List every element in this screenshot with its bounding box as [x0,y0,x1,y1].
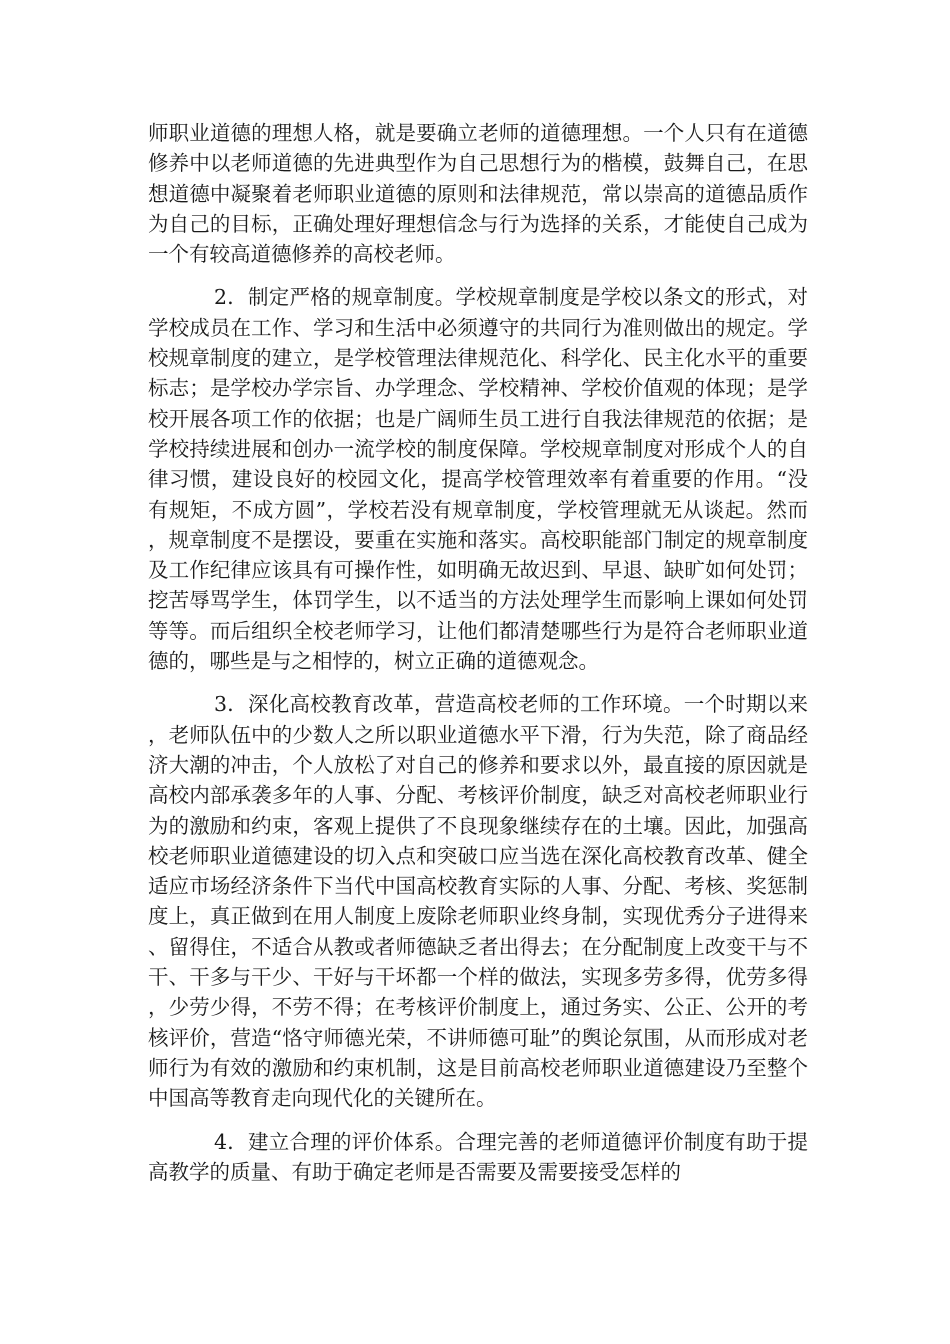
paragraph-3: 3．深化高校教育改革，营造高校老师的工作环境。一个时期以来，老师队伍中的少数人之所以职业道德水平下滑，行为失范，除了商品经济大潮的冲击，个人放松了对自己的修养和要求以外，最直接的原因就是高校内部承袭多年的人事、分配、考核评价制度，缺乏对高校老师职业行为的激励和约束，客观上提供了不良现象继续存在的土壤。因此，加强高校老师职业道德建设的切入点和突破口应当选在深化高校教育改革、健全适应市场经济条件下当代中国高校教育实际的人事、分配、考核、奖惩制度上，真正做到在用人制度上废除老师职业终身制，实现优秀分子进得来、留得住，不适合从教或者师德缺乏者出得去；在分配制度上改变干与不干、干多与干少、干好与干坏都一个样的做法，实现多劳多得，优劳多得，少劳少得，不劳不得；在考核评价制度上，通过务实、公正、公开的考核评价，营造“恪守师德光荣，不讲师德可耻”的舆论氛围，从而形成对老师行为有效的激励和约束机制，这是目前高校老师职业道德建设乃至整个中国高等教育走向现代化的关键所在。 [148,692,808,1111]
paragraph-4: 4．建立合理的评价体系。合理完善的老师道德评价制度有助于提高教学的质量、有助于确定老师是否需要及需要接受怎样的 [148,1129,808,1184]
document-page [148,118,808,1187]
paragraph-2: 2．制定严格的规章制度。学校规章制度是学校以条文的形式，对学校成员在工作、学习和生活中必须遵守的共同行为准则做出的规定。学校规章制度的建立，是学校管理法律规范化、科学化、民主化水平的重要标志；是学校办学宗旨、办学理念、学校精神、学校价值观的体现；是学校开展各项工作的依据；也是广阔师生员工进行自我法律规范的依据；是学校持续进展和创办一流学校的制度保障。学校规章制度对形成个人的自律习惯，建设良好的校园文化，提高学校管理效率有着重要的作用。“没有规矩，不成方圆”，学校若没有规章制度，学校管理就无从谈起。然而，规章制度不是摆设，要重在实施和落实。高校职能部门制定的规章制度及工作纪律应该具有可操作性，如明确无故迟到、早退、缺旷如何处罚；挖苦辱骂学生，体罚学生，以不适当的方法处理学生而影响上课如何处罚等等。而后组织全校老师学习，让他们都清楚哪些行为是符合老师职业道德的，哪些是与之相悖的，树立正确的道德观念。 [148,285,808,674]
paragraph-1: 师职业道德的理想人格，就是要确立老师的道德理想。一个人只有在道德修养中以老师道德的先进典型作为自己思想行为的楷模，鼓舞自己，在思想道德中凝聚着老师职业道德的原则和法律规范，常以崇高的道德品质作为自己的目标，正确处理好理想信念与行为选择的关系，才能使自己成为一个有较高道德修养的高校老师。 [148,121,808,267]
